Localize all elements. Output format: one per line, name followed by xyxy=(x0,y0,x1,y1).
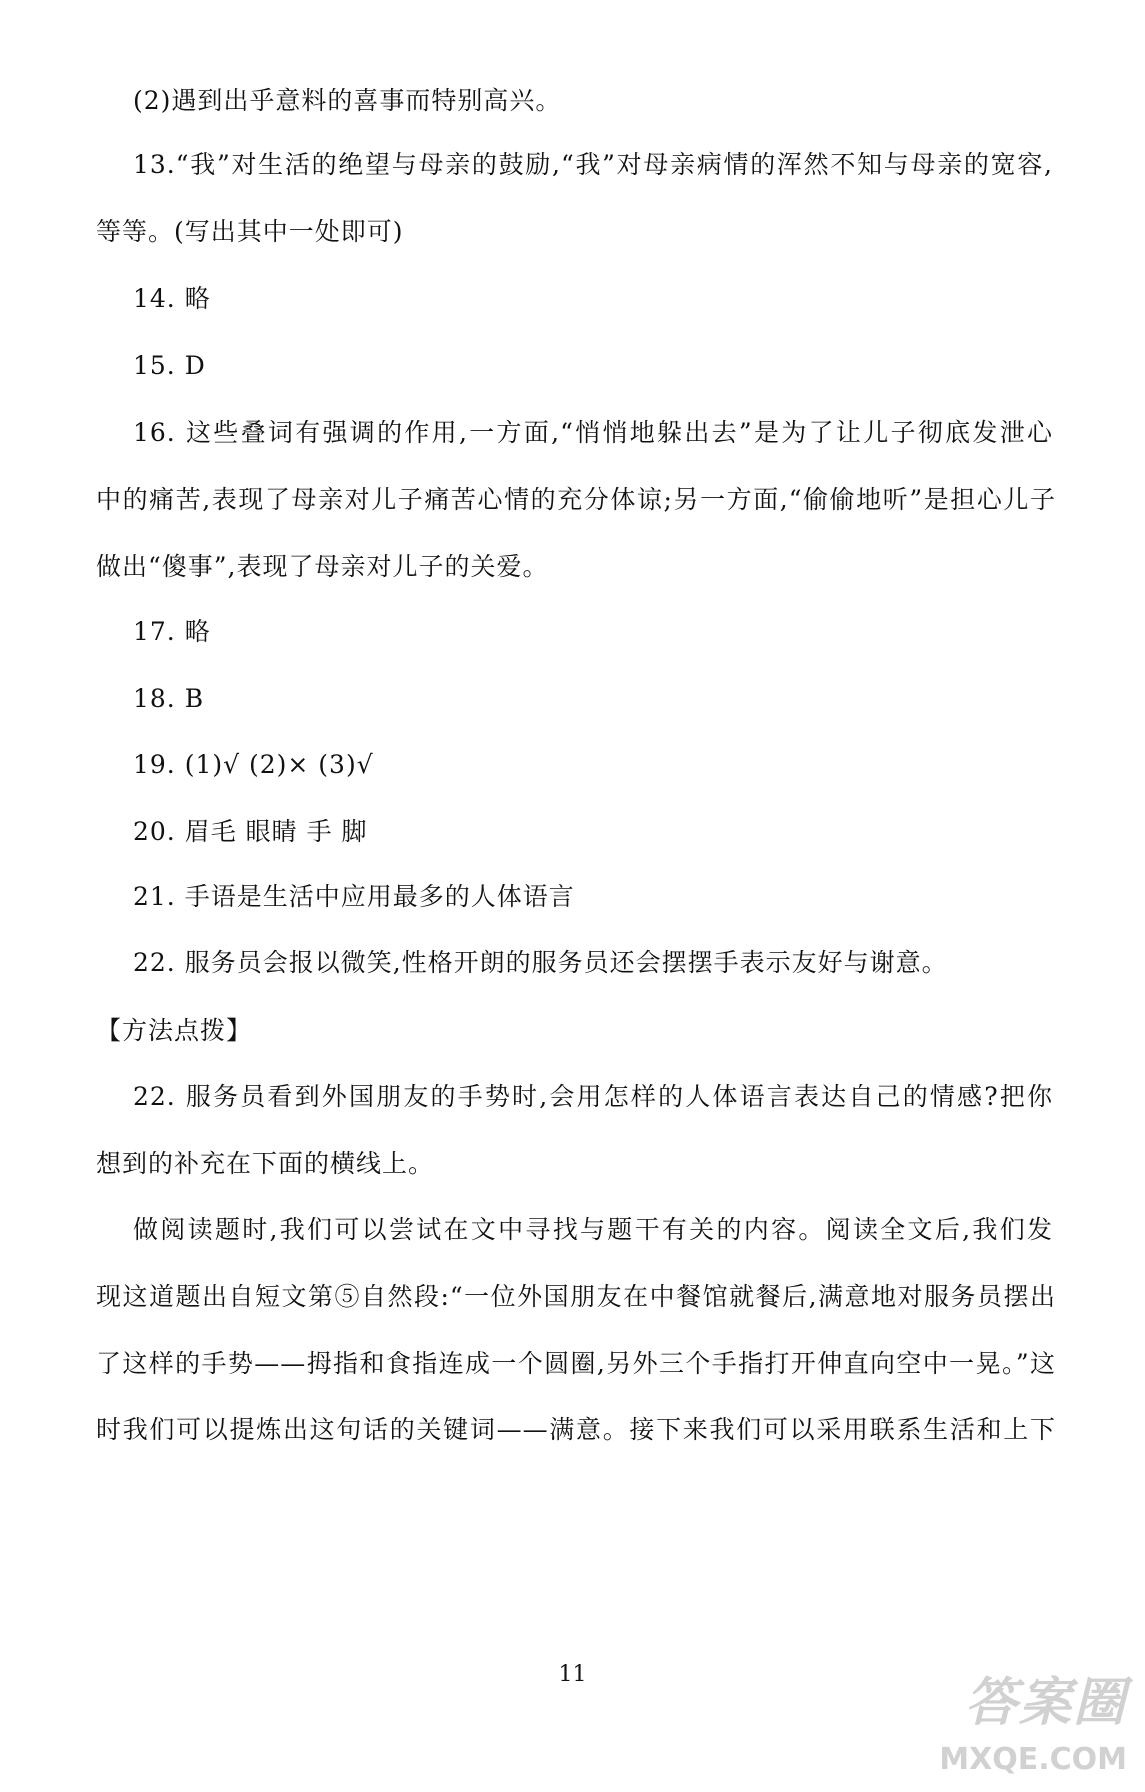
method-line-1: 22. 服务员看到外国朋友的手势时,会用怎样的人体语言表达自己的情感?把你 xyxy=(133,1082,1053,1111)
answer-line-16-b: 中的痛苦,表现了母亲对儿子痛苦心情的充分体谅;另一方面,“偷偷地听”是担心儿子 xyxy=(96,485,1056,514)
answer-line-13-a: 13.“我”对生活的绝望与母亲的鼓励,“我”对母亲病情的浑然不知与母亲的宽容, xyxy=(133,150,1053,179)
answer-line-21: 21. 手语是生活中应用最多的人体语言 xyxy=(133,882,575,911)
page-number: 11 xyxy=(558,1662,587,1687)
answer-line-14: 14. 略 xyxy=(133,284,211,313)
answer-line-12-2: (2)遇到出乎意料的喜事而特别高兴。 xyxy=(133,86,562,115)
answer-line-20: 20. 眉毛 眼睛 手 脚 xyxy=(133,817,368,846)
method-line-5: 了这样的手势——拇指和食指连成一个圆圈,另外三个手指打开伸直向空中一晃。”这 xyxy=(96,1349,1056,1378)
answer-line-16-a: 16. 这些叠词有强调的作用,一方面,“悄悄地躲出去”是为了让儿子彻底发泄心 xyxy=(133,418,1053,447)
answer-line-16-c: 做出“傻事”,表现了母亲对儿子的关爱。 xyxy=(96,552,549,581)
watermark-logo xyxy=(892,1668,1127,1778)
method-line-3: 做阅读题时,我们可以尝试在文中寻找与题干有关的内容。阅读全文后,我们发 xyxy=(133,1215,1053,1244)
watermark-url: MXQE.COM xyxy=(939,1742,1127,1777)
method-line-6: 时我们可以提炼出这句话的关键词——满意。接下来我们可以采用联系生活和上下 xyxy=(96,1415,1056,1444)
method-line-4: 现这道题出自短文第⑤自然段:“一位外国朋友在中餐馆就餐后,满意地对服务员摆出 xyxy=(96,1282,1056,1311)
answer-line-22: 22. 服务员会报以微笑,性格开朗的服务员还会摆摆手表示友好与谢意。 xyxy=(133,948,948,977)
answer-line-19: 19. (1)√ (2)× (3)√ xyxy=(133,750,374,779)
answer-line-18: 18. B xyxy=(133,684,205,713)
method-heading: 【方法点拨】 xyxy=(96,1016,253,1045)
answer-line-13-b: 等等。(写出其中一处即可) xyxy=(96,217,404,246)
method-line-2: 想到的补充在下面的横线上。 xyxy=(96,1149,435,1178)
answer-line-15: 15. D xyxy=(133,351,206,380)
answer-line-17: 17. 略 xyxy=(133,617,211,646)
watermark-logo-text: 答案圈 xyxy=(964,1673,1127,1733)
